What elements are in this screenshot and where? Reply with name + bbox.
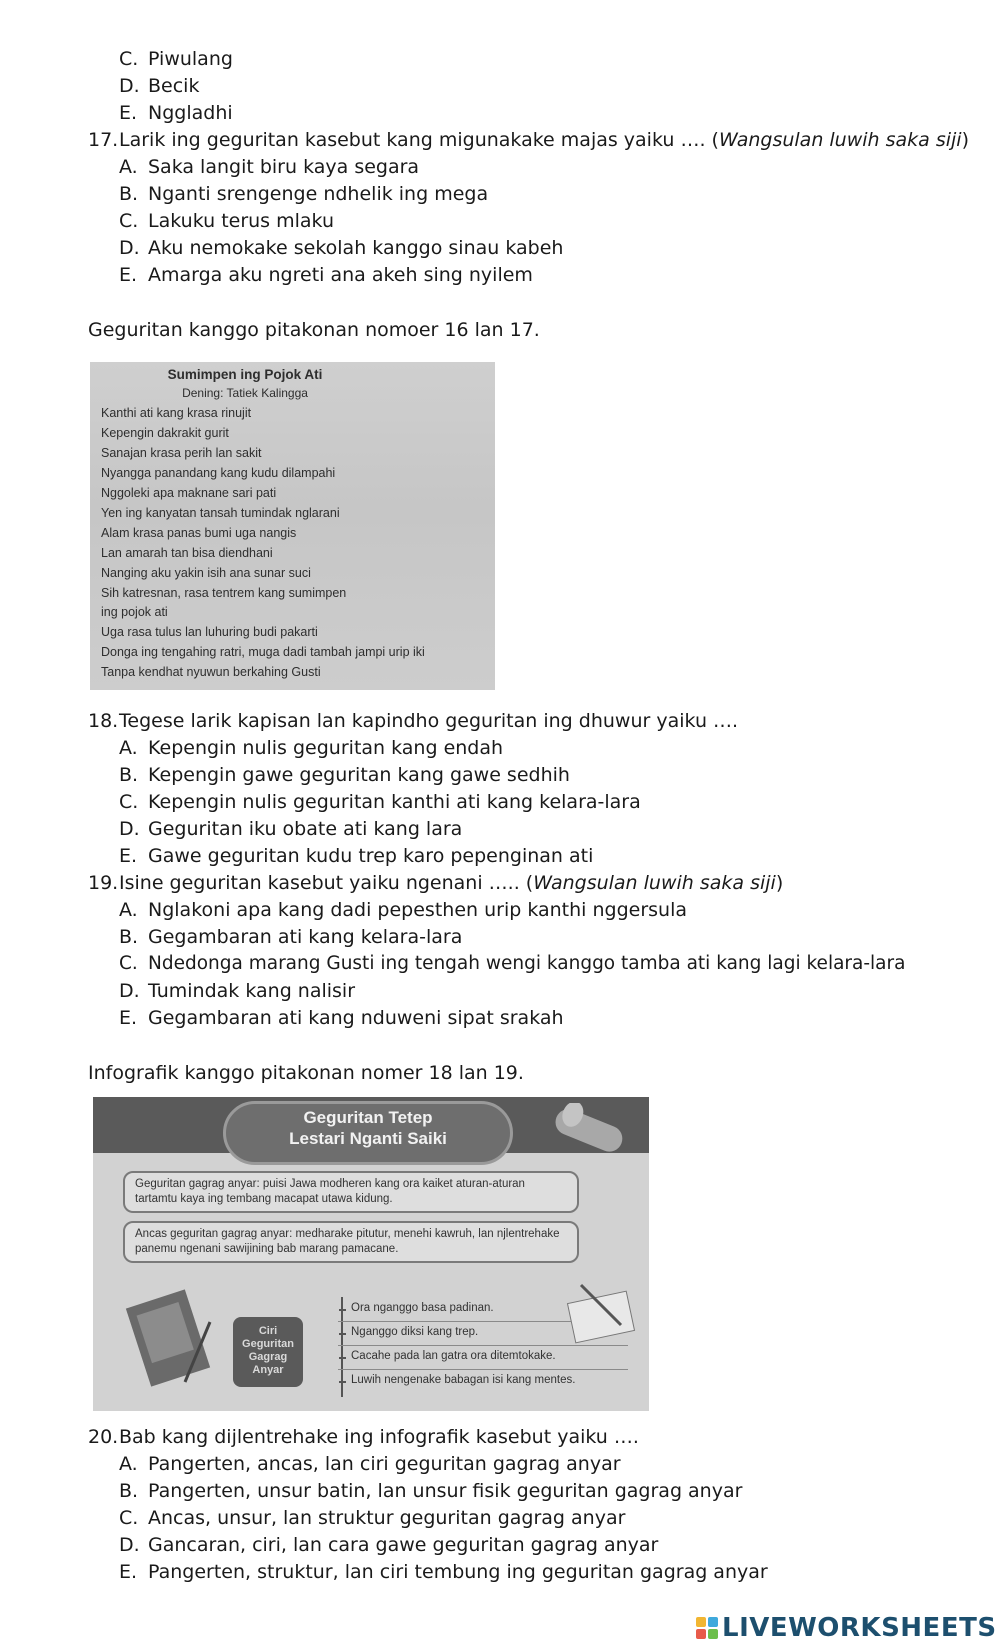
poem-line: Uga rasa tulus lan luhuring budi pakarti — [101, 625, 318, 639]
question-text: Isine geguritan kasebut yaiku ngenani ….. ( — [119, 872, 534, 894]
q20-option-d[interactable] — [119, 1533, 658, 1557]
option-letter: E. — [119, 1007, 138, 1029]
question-17 — [88, 128, 969, 152]
question-hint: Wangsulan luwih saka siji — [533, 872, 776, 894]
option-text: Nggladhi — [148, 102, 233, 124]
option-text: Ndedonga marang Gusti ing tengah wengi kanggo tamba ati kang lagi kelara-lara — [148, 953, 906, 974]
option-e[interactable] — [119, 101, 233, 125]
option-letter: C. — [119, 1507, 139, 1529]
question-number: 17. — [88, 129, 119, 151]
poem-line: Lan amarah tan bisa diendhani — [101, 546, 273, 560]
ciri-item: Nganggo diksi kang trep. — [351, 1326, 479, 1338]
option-letter: E. — [119, 845, 138, 867]
option-text: Amarga aku ngreti ana akeh sing nyilem — [148, 264, 533, 286]
definition-box: Geguritan gagrag anyar: puisi Jawa modheren kang ora kaiket aturan-aturan tartamtu kaya ing tembang macapat utawa kidung. — [123, 1171, 579, 1213]
ciri-word-1: Ciri — [258, 1325, 278, 1337]
q19-option-a[interactable] — [119, 898, 687, 922]
option-letter: C. — [119, 48, 139, 70]
option-text: Gancaran, ciri, lan cara gawe geguritan gagrag anyar — [148, 1534, 659, 1556]
ciri-item: Luwih nengenake babagan isi kang mentes. — [351, 1374, 576, 1386]
option-letter: E. — [119, 264, 138, 286]
option-letter: B. — [119, 1480, 139, 1502]
liveworksheets-logo-icon — [696, 1617, 718, 1639]
option-text: Nganti srengenge ndhelik ing mega — [148, 183, 489, 205]
question-19 — [88, 871, 783, 895]
q17-option-b[interactable] — [119, 182, 488, 206]
book-icon — [115, 1287, 225, 1402]
poem-line: Nggoleki apa maknane sari pati — [101, 486, 277, 500]
poem-line: Kanthi ati kang krasa rinujit — [101, 406, 252, 420]
infographic-intro: Infografik kanggo pitakonan nomer 18 lan 19. — [88, 1062, 524, 1084]
ciri-word-4: Anyar — [252, 1364, 284, 1376]
option-text: Aku nemokake sekolah kanggo sinau kabeh — [148, 237, 564, 259]
purpose-box: Ancas geguritan gagrag anyar: medharake pitutur, menehi kawruh, lan njlentrehake panemu ngenani sawijining bab marang pamacane. — [123, 1221, 579, 1263]
option-letter: A. — [119, 156, 138, 178]
question-hint: Wangsulan luwih saka siji — [718, 129, 962, 151]
poem-intro: Geguritan kanggo pitakonan nomoer 16 lan 17. — [88, 319, 540, 341]
question-close: ) — [961, 129, 970, 151]
question-number: 19. — [88, 872, 119, 894]
option-text: Ancas, unsur, lan struktur geguritan gagrag anyar — [148, 1507, 626, 1529]
option-text: Piwulang — [148, 48, 233, 70]
poem-line: Sanajan krasa perih lan sakit — [101, 446, 262, 460]
q19-option-b[interactable] — [119, 925, 462, 949]
q17-option-a[interactable] — [119, 155, 419, 179]
q20-option-a[interactable] — [119, 1452, 621, 1476]
ciri-item: Cacahe pada lan gatra ora ditemtokake. — [351, 1350, 556, 1362]
infographic-banner — [223, 1101, 513, 1165]
option-letter: C. — [119, 791, 139, 813]
option-letter: D. — [119, 980, 140, 1002]
ciri-item: Ora nganggo basa padinan. — [351, 1302, 494, 1314]
question-text: Bab kang dijlentrehake ing infografik kasebut yaiku …. — [119, 1426, 639, 1448]
poem-line: Nyangga panandang kang kudu dilampahi — [101, 466, 336, 480]
question-close: ) — [775, 872, 784, 894]
q17-option-d[interactable] — [119, 236, 563, 260]
poem-title: Sumimpen ing Pojok Ati — [167, 367, 323, 382]
option-letter: D. — [119, 75, 140, 97]
option-letter: A. — [119, 899, 138, 921]
option-letter: C. — [119, 953, 138, 974]
liveworksheets-logo-text: LIVEWORKSHEETS — [722, 1613, 997, 1643]
poem-image — [90, 362, 495, 690]
option-text: Nglakoni apa kang dadi pepesthen urip kanthi nggersula — [148, 899, 688, 921]
option-letter: B. — [119, 183, 139, 205]
option-letter: E. — [119, 1561, 138, 1583]
option-letter: A. — [119, 737, 138, 759]
option-letter: B. — [119, 764, 139, 786]
option-letter: D. — [119, 237, 140, 259]
poem-author: Dening: Tatiek Kalingga — [182, 386, 308, 400]
poem-line: Alam krasa panas bumi uga nangis — [101, 526, 297, 540]
option-text: Lakuku terus mlaku — [148, 210, 335, 232]
option-text: Pangerten, unsur batin, lan unsur fisik geguritan gagrag anyar — [148, 1480, 743, 1502]
option-letter: B. — [119, 926, 139, 948]
option-text: Pangerten, ancas, lan ciri geguritan gagrag anyar — [148, 1453, 621, 1475]
poem-line: Tanpa kendhat nyuwun berkahing Gusti — [101, 665, 321, 679]
q17-option-e[interactable] — [119, 263, 533, 287]
q20-option-c[interactable] — [119, 1506, 625, 1530]
infographic-image — [93, 1097, 649, 1411]
scroll-icon — [548, 1103, 638, 1163]
question-18 — [88, 709, 738, 733]
infographic-title-1: Geguritan Tetep — [303, 1108, 433, 1127]
q19-option-e[interactable] — [119, 1006, 564, 1030]
q18-option-d[interactable] — [119, 817, 462, 841]
q19-option-c[interactable] — [119, 952, 905, 976]
infographic-title-2: Lestari Nganti Saiki — [289, 1129, 447, 1148]
paper-pen-icon — [561, 1277, 646, 1347]
option-text: Pangerten, struktur, lan ciri tembung ing geguritan gagrag anyar — [148, 1561, 768, 1583]
divider — [338, 1369, 628, 1370]
poem-line: Kepengin dakrakit gurit — [101, 426, 229, 440]
ciri-word-3: Gagrag — [248, 1351, 288, 1363]
q18-option-a[interactable] — [119, 736, 503, 760]
ciri-word-2: Geguritan — [242, 1338, 294, 1350]
option-text: Tumindak kang nalisir — [148, 980, 356, 1002]
q19-option-d[interactable] — [119, 979, 355, 1003]
q18-option-c[interactable] — [119, 790, 641, 814]
option-text: Geguritan iku obate ati kang lara — [148, 818, 463, 840]
question-20 — [88, 1425, 639, 1449]
option-text: Gawe geguritan kudu trep karo pepenginan ati — [148, 845, 594, 867]
option-letter: D. — [119, 818, 140, 840]
option-text: Becik — [148, 75, 200, 97]
option-text: Kepengin nulis geguritan kang endah — [148, 737, 504, 759]
option-text: Kepengin nulis geguritan kanthi ati kang kelara-lara — [148, 791, 641, 813]
q20-option-b[interactable] — [119, 1479, 742, 1503]
option-letter: D. — [119, 1534, 140, 1556]
poem-line: Yen ing kanyatan tansah tumindak nglarani — [101, 506, 340, 520]
option-letter: A. — [119, 1453, 138, 1475]
option-text: Gegambaran ati kang kelara-lara — [148, 926, 463, 948]
question-text: Tegese larik kapisan lan kapindho geguritan ing dhuwur yaiku …. — [119, 710, 739, 732]
option-letter: E. — [119, 102, 138, 124]
option-letter: C. — [119, 210, 139, 232]
option-text: Gegambaran ati kang nduweni sipat srakah — [148, 1007, 564, 1029]
question-number: 18. — [88, 710, 119, 732]
poem-line: Nanging aku yakin isih ana sunar suci — [101, 566, 311, 580]
liveworksheets-logo[interactable] — [696, 1613, 997, 1643]
q18-option-b[interactable] — [119, 763, 570, 787]
option-text: Kepengin gawe geguritan kang gawe sedhih — [148, 764, 570, 786]
option-c[interactable] — [119, 47, 233, 71]
poem-line: Donga ing tengahing ratri, muga dadi tambah jampi urip iki — [101, 645, 425, 659]
q18-option-e[interactable] — [119, 844, 593, 868]
question-number: 20. — [88, 1426, 119, 1448]
option-text: Saka langit biru kaya segara — [148, 156, 420, 178]
q20-option-e[interactable] — [119, 1560, 768, 1584]
q17-option-c[interactable] — [119, 209, 334, 233]
ciri-label — [233, 1317, 303, 1387]
poem-line: ing pojok ati — [101, 605, 168, 619]
option-d[interactable] — [119, 74, 199, 98]
question-text: Larik ing geguritan kasebut kang migunakake majas yaiku …. ( — [119, 129, 719, 151]
poem-line: Sih katresnan, rasa tentrem kang sumimpen — [101, 586, 347, 600]
